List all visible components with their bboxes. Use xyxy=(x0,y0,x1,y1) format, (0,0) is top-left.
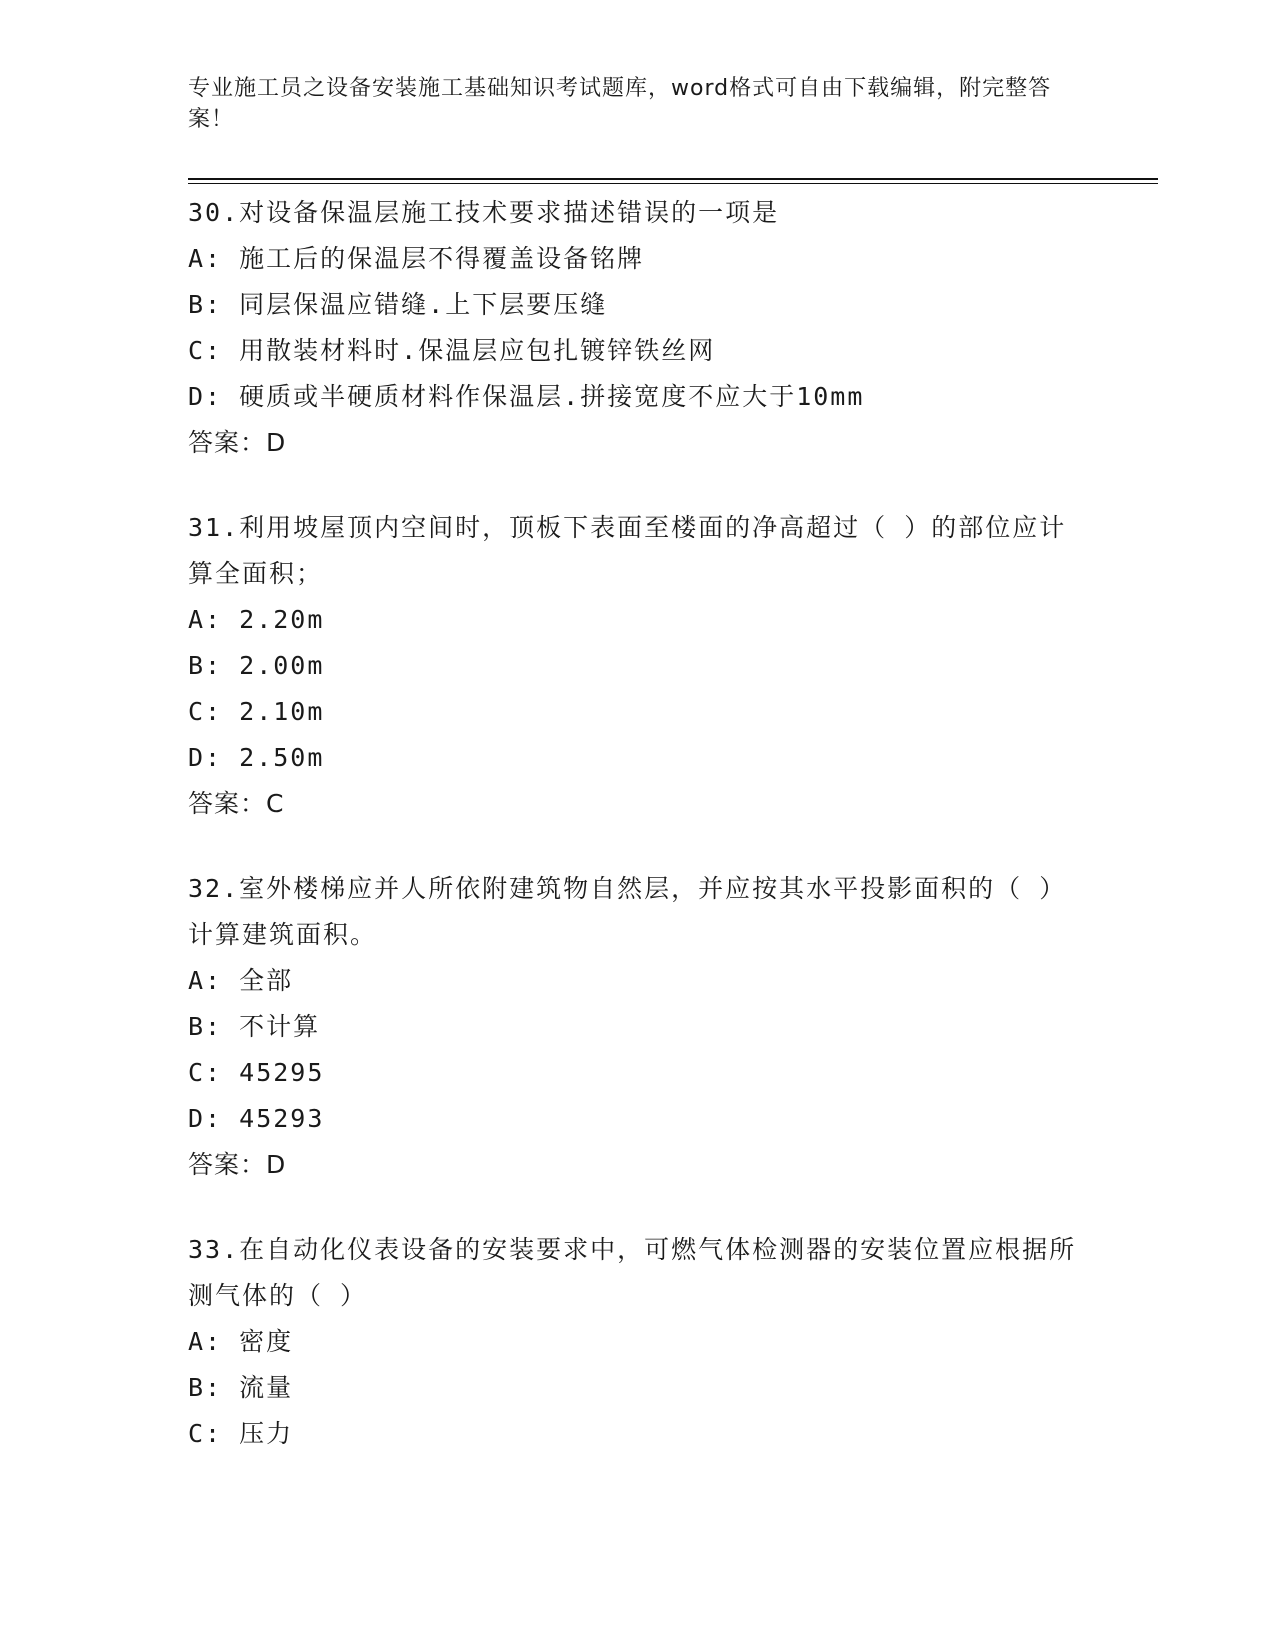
option-d: D: 硬质或半硬质材料作保温层.拼接宽度不应大于10mm xyxy=(188,382,865,411)
answer-label: 答案：D xyxy=(188,1150,287,1179)
question-stem: 32.室外楼梯应并人所依附建筑物自然层，并应按其水平投影面积的（ ）计算建筑面积。 xyxy=(188,874,1067,949)
answer-label: 答案：D xyxy=(188,428,287,457)
question-stem: 31.利用坡屋顶内空间时，顶板下表面至楼面的净高超过（ ）的部位应计算全面积； xyxy=(188,513,1067,588)
header-divider-thin xyxy=(188,183,1158,184)
option-c: C: 用散装材料时.保温层应包扎镀锌铁丝网 xyxy=(188,336,716,365)
question-30 xyxy=(188,190,1088,466)
option-b: B: 流量 xyxy=(188,1373,294,1402)
document-header: 专业施工员之设备安装施工基础知识考试题库，word格式可自由下载编辑，附完整答案！ xyxy=(188,76,1052,132)
option-a: A: 全部 xyxy=(188,966,294,995)
question-31 xyxy=(188,505,1088,827)
question-list xyxy=(188,190,1088,1457)
option-a: A: 施工后的保温层不得覆盖设备铭牌 xyxy=(188,244,645,273)
option-b: B: 2.00m xyxy=(188,651,325,680)
option-c: C: 45295 xyxy=(188,1058,325,1087)
answer-label: 答案：C xyxy=(188,789,285,818)
option-c: C: 2.10m xyxy=(188,697,325,726)
option-c: C: 压力 xyxy=(188,1419,294,1448)
question-stem: 30.对设备保温层施工技术要求描述错误的一项是 xyxy=(188,198,780,227)
option-a: A: 密度 xyxy=(188,1327,294,1356)
option-b: B: 同层保温应错缝.上下层要压缝 xyxy=(188,290,608,319)
option-a: A: 2.20m xyxy=(188,605,325,634)
option-d: D: 2.50m xyxy=(188,743,325,772)
option-b: B: 不计算 xyxy=(188,1012,321,1041)
question-33 xyxy=(188,1227,1088,1457)
option-d: D: 45293 xyxy=(188,1104,325,1133)
question-32 xyxy=(188,866,1088,1188)
header-divider-thick xyxy=(188,178,1158,180)
question-stem: 33.在自动化仪表设备的安装要求中，可燃气体检测器的安装位置应根据所测气体的（ ） xyxy=(188,1235,1077,1310)
